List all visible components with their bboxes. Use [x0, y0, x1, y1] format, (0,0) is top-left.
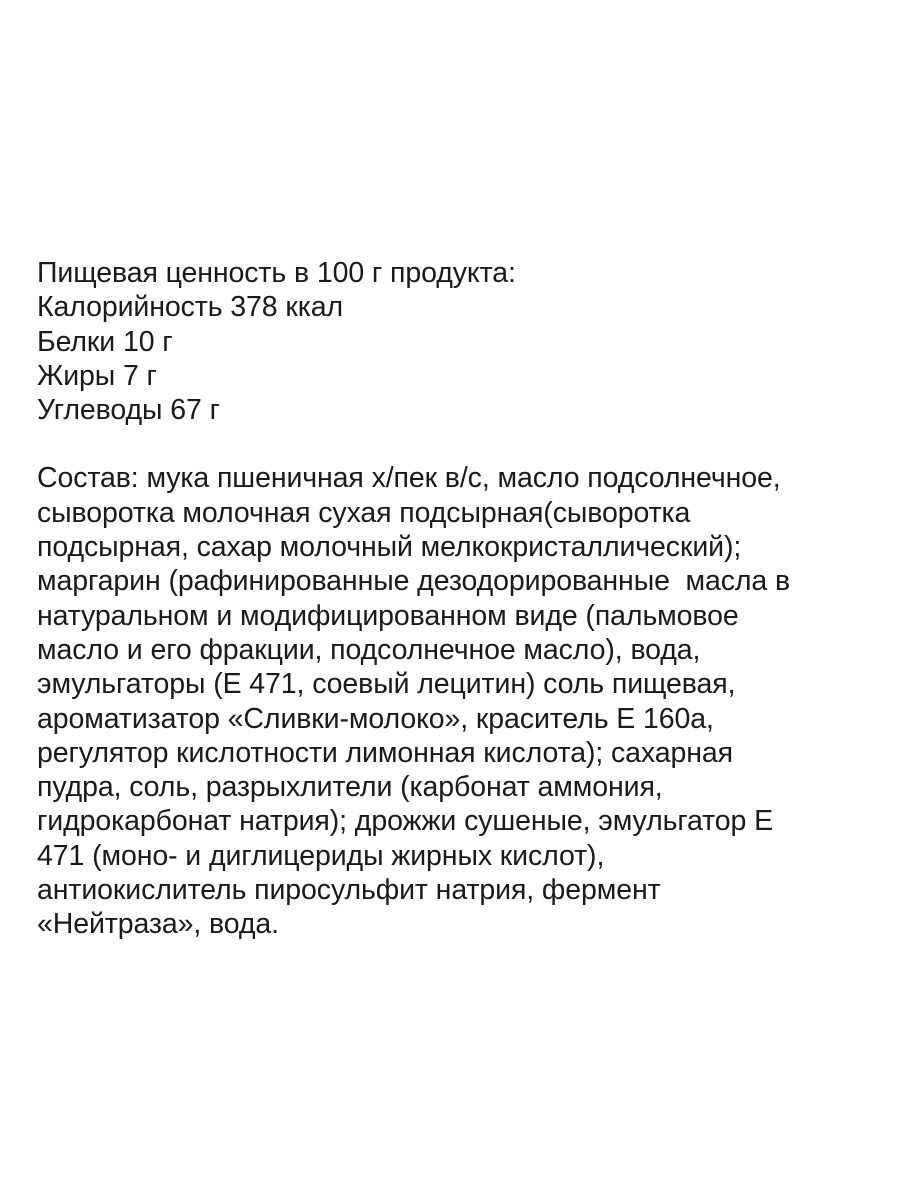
composition-line: маргарин (рафинированные дезодорированные масла в: [37, 565, 790, 598]
nutrition-carbs: Углеводы 67 г: [37, 394, 220, 427]
composition-line: «Нейтраза», вода.: [37, 908, 279, 941]
nutrition-calories: Калорийность 378 ккал: [37, 291, 344, 324]
nutrition-protein: Белки 10 г: [37, 325, 173, 358]
nutrition-block: [37, 256, 877, 427]
composition-line: ароматизатор «Сливки-молоко», краситель Е 160а,: [37, 702, 714, 735]
composition-block: [37, 461, 877, 941]
composition-line: 471 (моно- и диглицериды жирных кислот),: [37, 839, 605, 872]
composition-line: масло и его фракции, подсолнечное масло), вода,: [37, 633, 701, 666]
section-gap: [37, 427, 877, 461]
composition-line: натуральном и модифицированном виде (пальмовое: [37, 599, 739, 632]
composition-line: антиокислитель пиросульфит натрия, фермент: [37, 874, 661, 907]
composition-line: сыворотка молочная сухая подсырная(сыворотка: [37, 496, 691, 529]
nutrition-fat: Жиры 7 г: [37, 359, 157, 392]
composition-line: Состав: мука пшеничная х/пек в/с, масло подсолнечное,: [37, 462, 781, 495]
composition-line: эмульгаторы (Е 471, соевый лецитин) соль пищевая,: [37, 668, 736, 701]
composition-line: пудра, соль, разрыхлители (карбонат аммония,: [37, 771, 663, 804]
nutrition-heading: Пищевая ценность в 100 г продукта:: [37, 257, 516, 289]
product-label-text: [37, 256, 877, 942]
composition-line: гидрокарбонат натрия); дрожжи сушеные, эмульгатор Е: [37, 805, 774, 838]
composition-line: подсырная, сахар молочный мелкокристаллический);: [37, 531, 742, 564]
composition-line: регулятор кислотности лимонная кислота); сахарная: [37, 736, 733, 769]
